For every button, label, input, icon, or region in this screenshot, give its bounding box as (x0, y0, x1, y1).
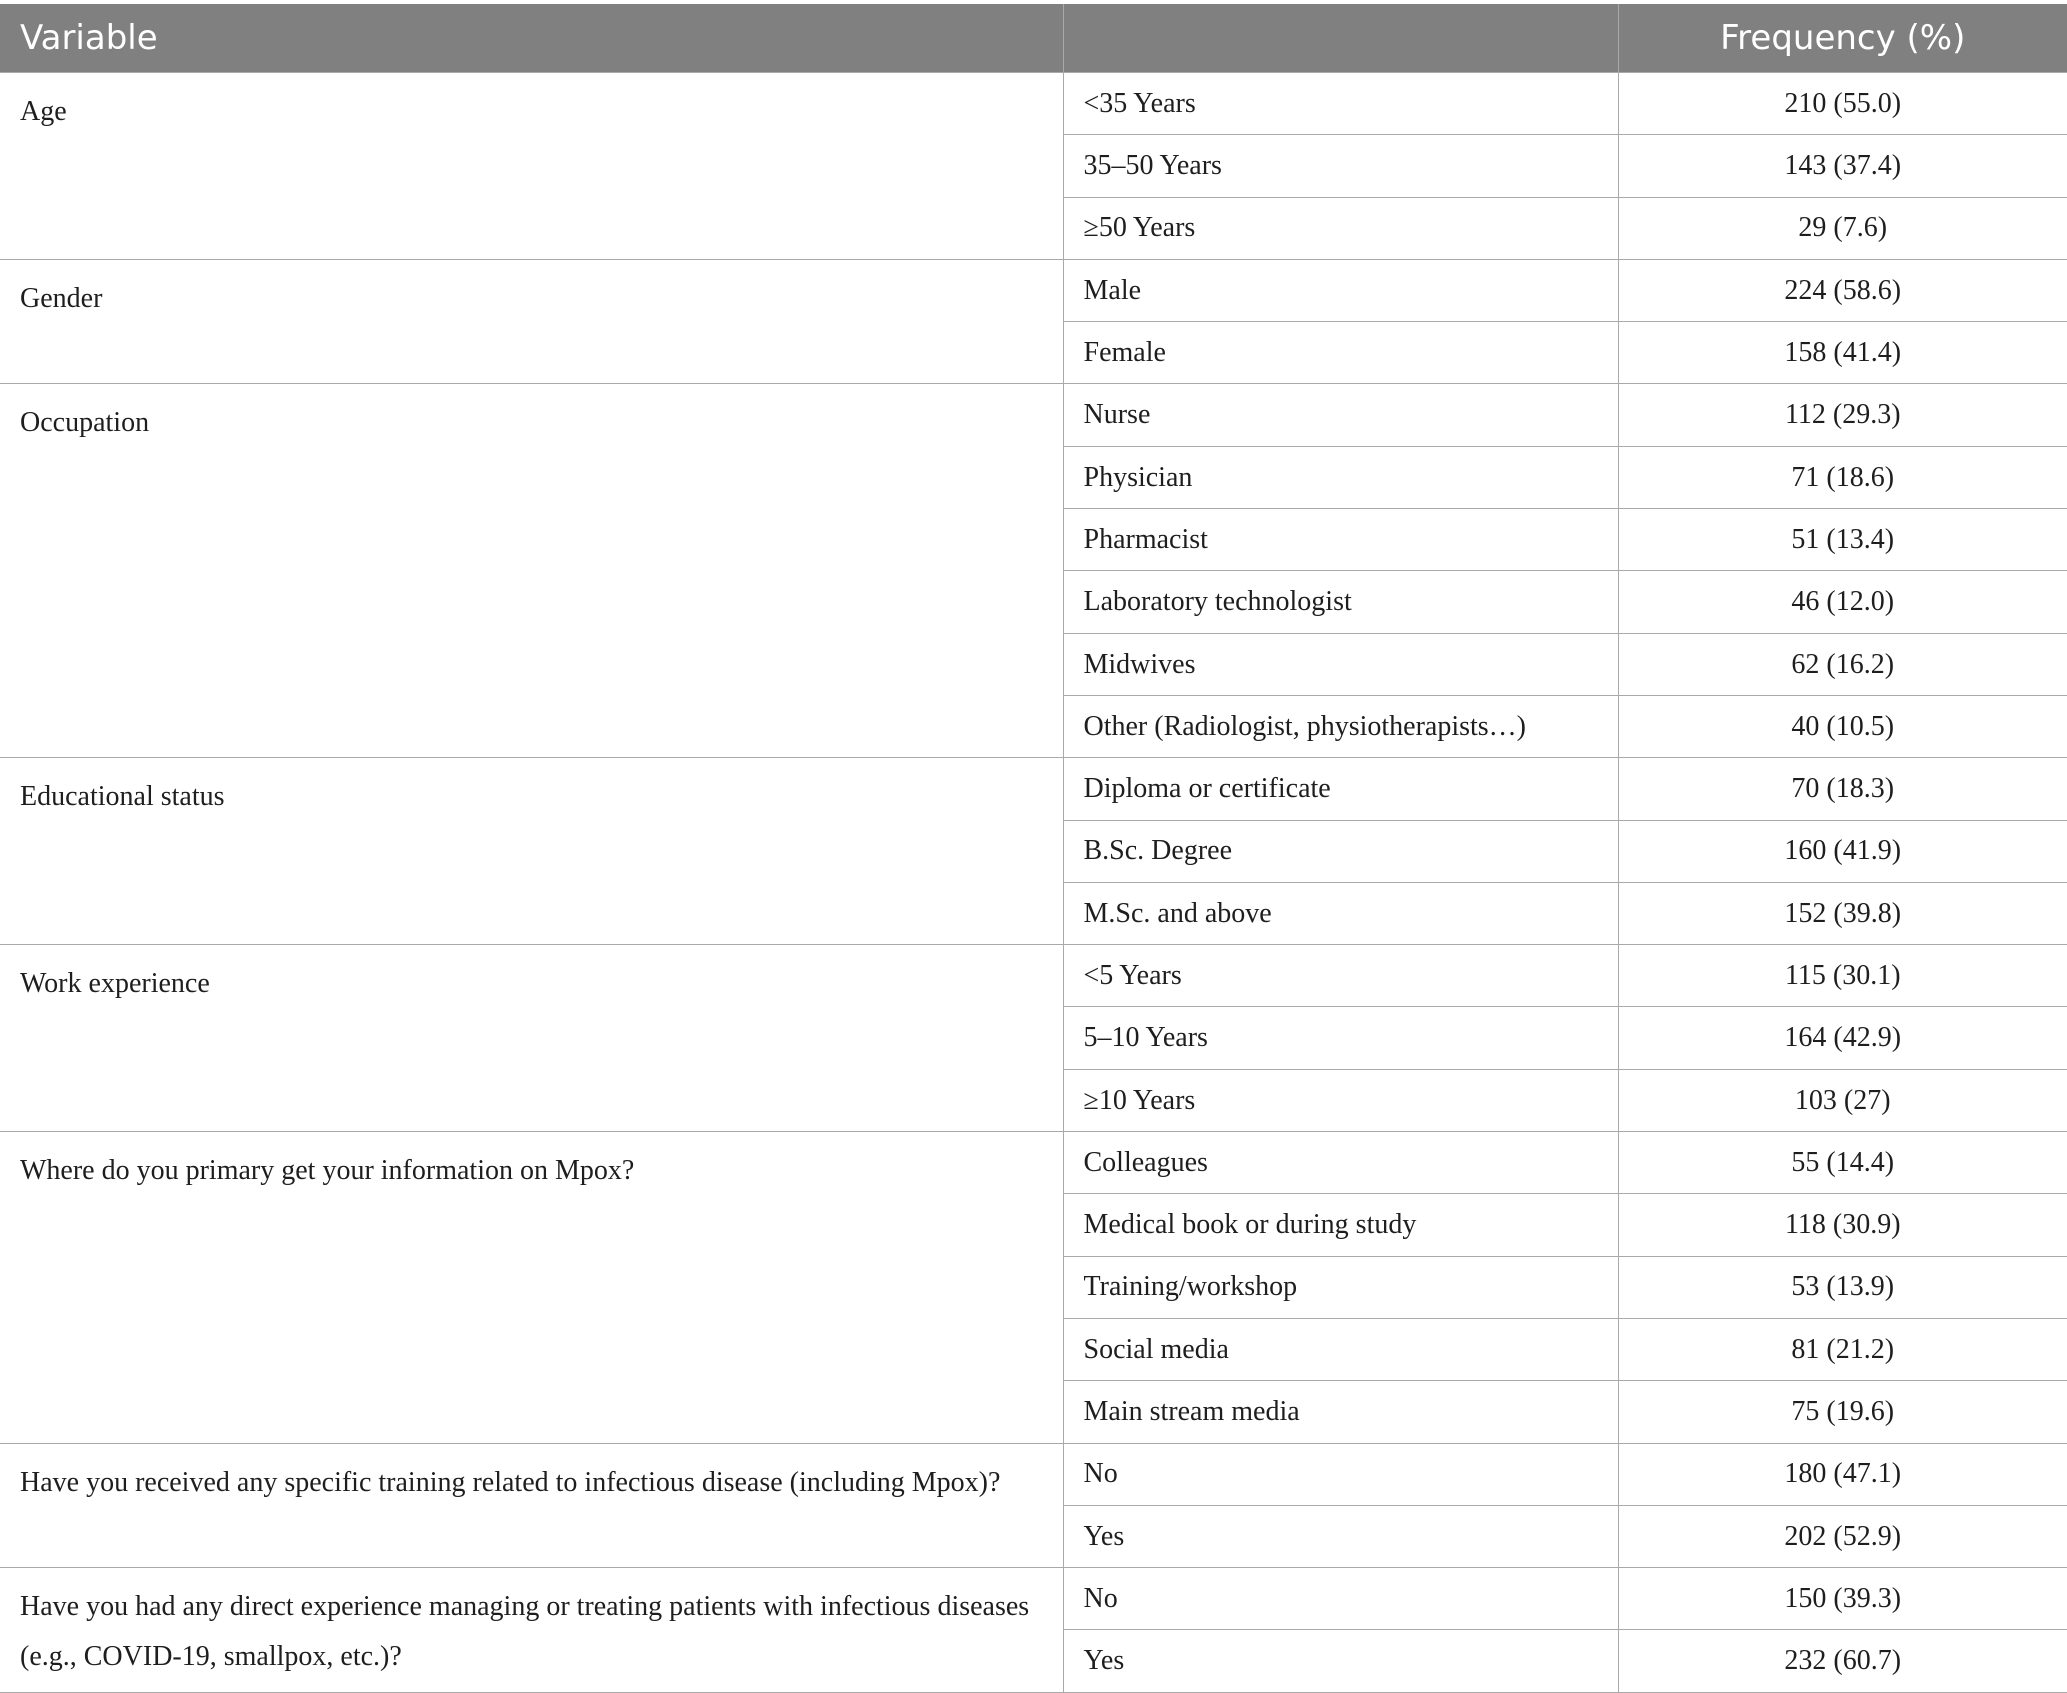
table-header (0, 4, 2067, 73)
category-cell: Diploma or certificate (1063, 758, 1618, 820)
category-cell: Social media (1063, 1318, 1618, 1380)
frequency-cell: 143 (37.4) (1618, 135, 2067, 197)
table-row (0, 1443, 2067, 1505)
frequency-cell: 53 (13.9) (1618, 1256, 2067, 1318)
frequency-cell: 180 (47.1) (1618, 1443, 2067, 1505)
frequency-cell: 112 (29.3) (1618, 384, 2067, 446)
category-cell: M.Sc. and above (1063, 882, 1618, 944)
header-variable: Variable (0, 4, 1063, 73)
frequency-cell: 40 (10.5) (1618, 695, 2067, 757)
variable-cell: Gender (0, 259, 1063, 384)
category-cell: <5 Years (1063, 945, 1618, 1007)
frequency-cell: 164 (42.9) (1618, 1007, 2067, 1069)
frequency-cell: 210 (55.0) (1618, 73, 2067, 135)
category-cell: ≥10 Years (1063, 1069, 1618, 1131)
category-cell: Male (1063, 259, 1618, 321)
variable-cell: Have you received any specific training related to infectious disease (including Mpox)? (0, 1443, 1063, 1568)
header-row (0, 4, 2067, 73)
category-cell: Yes (1063, 1630, 1618, 1692)
frequency-cell: 103 (27) (1618, 1069, 2067, 1131)
category-cell: Training/workshop (1063, 1256, 1618, 1318)
table-row (0, 1568, 2067, 1630)
category-cell: Laboratory technologist (1063, 571, 1618, 633)
variable-cell: Age (0, 73, 1063, 260)
category-cell: Midwives (1063, 633, 1618, 695)
frequency-cell: 51 (13.4) (1618, 509, 2067, 571)
frequency-cell: 150 (39.3) (1618, 1568, 2067, 1630)
table-row (0, 1132, 2067, 1194)
category-cell: ≥50 Years (1063, 197, 1618, 259)
frequency-cell: 29 (7.6) (1618, 197, 2067, 259)
table-row (0, 384, 2067, 446)
category-cell: Medical book or during study (1063, 1194, 1618, 1256)
frequency-cell: 81 (21.2) (1618, 1318, 2067, 1380)
category-cell: No (1063, 1568, 1618, 1630)
header-category (1063, 4, 1618, 73)
frequency-cell: 158 (41.4) (1618, 322, 2067, 384)
frequency-cell: 62 (16.2) (1618, 633, 2067, 695)
category-cell: Main stream media (1063, 1381, 1618, 1443)
header-frequency: Frequency (%) (1618, 4, 2067, 73)
category-cell: Pharmacist (1063, 509, 1618, 571)
category-cell: Nurse (1063, 384, 1618, 446)
category-cell: Yes (1063, 1505, 1618, 1567)
table-row (0, 73, 2067, 135)
variable-cell: Where do you primary get your information on Mpox? (0, 1132, 1063, 1443)
category-cell: 5–10 Years (1063, 1007, 1618, 1069)
frequency-cell: 75 (19.6) (1618, 1381, 2067, 1443)
frequency-cell: 152 (39.8) (1618, 882, 2067, 944)
category-cell: <35 Years (1063, 73, 1618, 135)
frequency-cell: 55 (14.4) (1618, 1132, 2067, 1194)
frequency-cell: 71 (18.6) (1618, 446, 2067, 508)
category-cell: Other (Radiologist, physiotherapists…) (1063, 695, 1618, 757)
table-row (0, 758, 2067, 820)
frequency-cell: 70 (18.3) (1618, 758, 2067, 820)
table-row (0, 259, 2067, 321)
category-cell: 35–50 Years (1063, 135, 1618, 197)
variable-cell: Have you had any direct experience managing or treating patients with infectious diseases (e.g., COVID-19, smallpox, etc.)? (0, 1568, 1063, 1693)
category-cell: Female (1063, 322, 1618, 384)
frequency-cell: 46 (12.0) (1618, 571, 2067, 633)
frequency-cell: 118 (30.9) (1618, 1194, 2067, 1256)
frequency-cell: 232 (60.7) (1618, 1630, 2067, 1692)
variable-cell: Work experience (0, 945, 1063, 1132)
table-row (0, 945, 2067, 1007)
table-body (0, 73, 2067, 1693)
category-cell: No (1063, 1443, 1618, 1505)
frequency-cell: 160 (41.9) (1618, 820, 2067, 882)
frequency-cell: 202 (52.9) (1618, 1505, 2067, 1567)
category-cell: B.Sc. Degree (1063, 820, 1618, 882)
frequency-cell: 115 (30.1) (1618, 945, 2067, 1007)
demographics-table (0, 4, 2067, 1693)
category-cell: Colleagues (1063, 1132, 1618, 1194)
variable-cell: Occupation (0, 384, 1063, 758)
variable-cell: Educational status (0, 758, 1063, 945)
category-cell: Physician (1063, 446, 1618, 508)
frequency-cell: 224 (58.6) (1618, 259, 2067, 321)
